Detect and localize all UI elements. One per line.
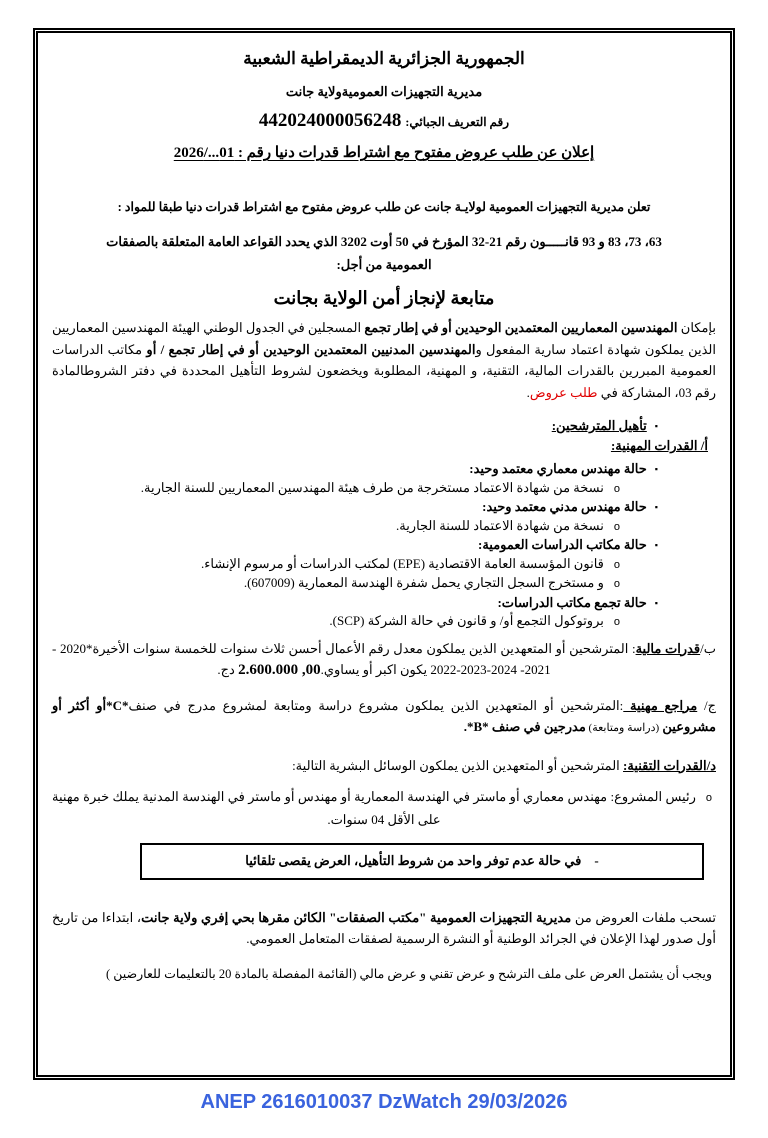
law-reference-line: 63، 73، 83 و 93 قانـــــون رقم 21-32 المؤرخ في 50 أوت 3202 الذي يحدد القواعد العامة المتعلقة بالصفقات [106, 234, 662, 249]
circle-bullet-icon: o [613, 558, 620, 571]
project-manager-item: oرئيس المشروع: مهندس معماري أو ماستر في الهندسة المعمارية أو مهندس أو ماستر في الهندسة المدنية يملك خبرة مهنية [52, 786, 716, 809]
list-item-sub: oبروتوكول التجمع أو/ و قانون في حالة الشركة (SCP). [52, 612, 716, 632]
announcement-title-text: إعلان عن طلب عروض مفتوح مع اشتراط قدرات دنيا رقم : 01.../2026 [173, 145, 595, 161]
tax-id-line [52, 109, 716, 134]
project-title: متابعة لإنجاز أمن الولاية بجانت [273, 288, 495, 308]
list-item-sub: oقانون المؤسسة العامة الاقتصادية (EPE) لمكتب الدراسات أو مرسوم الإنشاء. [52, 555, 716, 575]
qualification-list [52, 460, 716, 632]
references-prefix: ج/ [697, 697, 716, 713]
list-item-sub: oو مستخرج السجل التجاري يحمل شفرة الهندسة المعمارية (607009). [52, 574, 716, 594]
directorate-title: مديرية التجهيزات العموميةولاية جانت [285, 84, 483, 99]
financial-text: : المترشحين أو المتعهدين الذين يملكون معدل رقم الأعمال أحسن ثلاث سنوات للخمسة سنوات الأخيرة*2020 - [52, 640, 636, 656]
list-item-head: ▪حالة تجمع مكاتب الدراسات: [52, 594, 716, 613]
eligibility-seg-7: . [526, 384, 530, 400]
eligibility-seg-1: بإمكان [677, 320, 716, 335]
eligibility-seg-3: المسجلين في الجدول الوطني الهيئة المهندسين المعماريين الذين يملكون شهادة اعتماد سارية المفعول و [51, 320, 716, 357]
list-item-sub: oنسخة من شهادة الاعتماد للسنة الجارية. [52, 517, 716, 537]
withdrawal-office-bold: مديرية التجهيزات العمومية "مكتب الصفقات" الكائن مقرها بحي إفري ولاية جانت [141, 909, 572, 925]
square-bullet-icon: ▪ [654, 597, 658, 608]
financial-label: قدرات مالية [635, 640, 701, 656]
circle-bullet-icon: o [613, 616, 620, 628]
professional-capacities-subtitle: أ/ القدرات المهنية: [610, 438, 708, 453]
notice-intro-line: تعلن مديرية التجهيزات العمومية لولايـة جانت عن طلب عروض مفتوح مع اشتراط قدرات دنيا طبقا للمواد : [117, 200, 651, 214]
list-item-sub: oنسخة من شهادة الاعتماد مستخرجة من طرف هيئة المهندسين المعماريين للسنة الجارية. [52, 479, 716, 499]
law-reference-line-2: العمومية من أجل: [336, 257, 432, 272]
eligibility-paragraph [52, 317, 716, 403]
circle-bullet-icon: o [705, 791, 712, 804]
document-border-frame [33, 28, 735, 1080]
eligibility-seg-5: مكاتب الدراسات العمومية المبررين بالقدرات المالية، التقنية، و المهنية، المطلوبة ويخضعون لشروط التأهيل المحددة في دفتر الشروطالمادة رقم 03، المشاركة في [52, 341, 716, 400]
tax-id-label: رقم التعريف الجبائي: [405, 115, 510, 129]
turnover-amount: 00, 2.600.000 [238, 661, 321, 678]
country-title: الجمهورية الجزائرية الديمقراطية الشعبية [243, 49, 525, 68]
square-bullet-icon: ▪ [654, 502, 658, 512]
square-bullet-icon: ▪ [654, 540, 658, 550]
square-bullet-icon: ▪ [654, 464, 658, 474]
list-item-head: ▪حالة مهندس مدني معتمد وحيد: [52, 498, 716, 517]
anep-footer-line: ANEP 2616010037 DzWatch 29/03/2026 [200, 1091, 568, 1113]
eligibility-seg-2-bold: المهندسين المعماريين المعتمدين الوحيدين أو في إطار تجمع [361, 320, 678, 335]
qualification-section-title: تأهيل المترشحين: [551, 418, 647, 433]
technical-label: د/القدرات التقنية: [623, 757, 716, 773]
financial-prefix: ب/ [700, 640, 716, 656]
project-manager-item-line2: على الأقل 04 سنوات. [327, 811, 441, 827]
circle-bullet-icon: o [613, 578, 620, 590]
tax-id-number: 442024000056248 [258, 110, 402, 131]
eligibility-seg-4-bold: المهندسين المدنيين المعتمدين الوحيدين أو في إطار تجمع / أو [146, 341, 476, 357]
announcement-title [52, 143, 716, 163]
circle-bullet-icon: o [613, 520, 620, 533]
references-label: مراجع مهنية [623, 697, 698, 713]
disqualification-warning-box: - في حالة عدم توفر واحد من شروط التأهيل، العرض يقصى تلقائيا [140, 843, 704, 880]
eligibility-call-highlight: طلب عروض [529, 384, 598, 400]
professional-references-paragraph: ج/ مراجع مهنية :المترشحين أو المتعهدين الذين يملكون مشروع دراسة ومتابعة لمشروع مدرج في صنف*C*أو أكثر أو مشروعين (دراسة ومتابعة) مدرجين في صنف *B*. [52, 697, 716, 734]
list-item-head: ▪حالة مهندس معماري معتمد وحيد: [52, 460, 716, 479]
circle-bullet-icon: o [613, 482, 620, 495]
financial-capacities-line2: 2021- 2022-2023-2024 يكون اكبر أو يساوي.00, 2.600.000 دج. [217, 661, 551, 678]
square-bullet-icon: ▪ [654, 421, 658, 431]
offer-contents-line: ويجب أن يشتمل العرض على ملف الترشح و عرض تقني و عرض مالي (القائمة المفصلة بالمادة 20 بالتعليمات للعارضين ) [105, 966, 712, 981]
withdrawal-paragraph: تسحب ملفات العروض من مديرية التجهيزات العمومية "مكتب الصفقات" الكائن مقرها بحي إفري ولاية جانت، ابتداءا من تاريخ أول صدور لهذا الإعلان في الجرائد الوطنية أو النشرة الرسمية لصفقات المتعامل العمومي. [52, 909, 716, 946]
financial-capacities-line1 [52, 638, 716, 659]
technical-capacities-line: د/القدرات التقنية: المترشحين أو المتعهدين الذين يملكون الوسائل البشرية التالية: [292, 757, 716, 773]
qualification-section-title-row [52, 417, 716, 435]
list-item-head: ▪حالة مكاتب الدراسات العمومية: [52, 536, 716, 555]
references-parenthetical: (دراسة ومتابعة) [585, 722, 660, 734]
